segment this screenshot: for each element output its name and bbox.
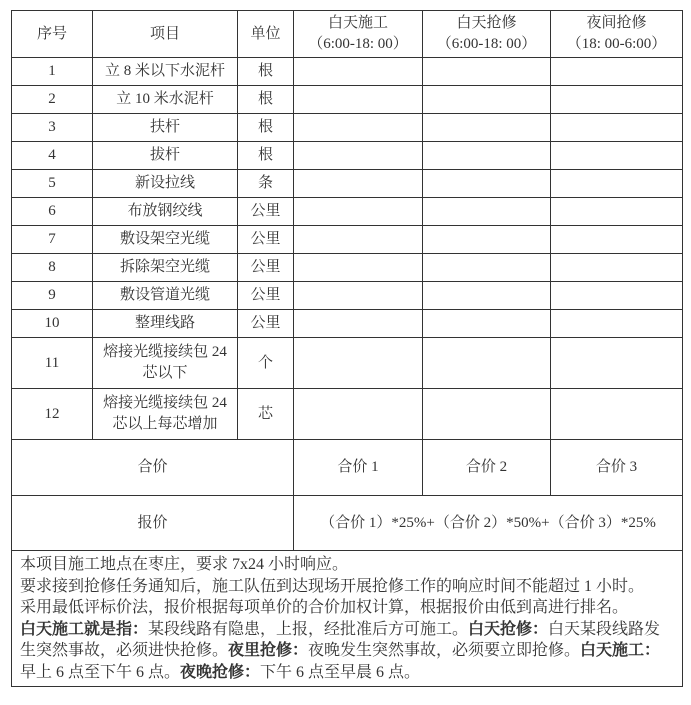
cell-night-repair	[551, 338, 683, 389]
header-col-day-repair-label: 白天抢修	[456, 15, 517, 31]
table-row	[12, 226, 683, 254]
cell-day-repair	[423, 254, 551, 282]
note-paragraph	[20, 619, 674, 684]
cell-day-construction	[294, 282, 423, 310]
note-text: 要求接到抢修任务通知后，施工队伍到达现场开展抢修工作的响应时间不能超过 1 小时。	[20, 577, 645, 595]
row-unit: 公里	[238, 198, 294, 226]
table-row	[12, 338, 683, 389]
header-col-item	[93, 11, 238, 58]
cell-night-repair	[551, 114, 683, 142]
cell-night-repair	[551, 170, 683, 198]
row-unit: 公里	[238, 310, 294, 338]
header-col-night-repair	[551, 11, 683, 58]
row-unit: 公里	[238, 254, 294, 282]
table-row	[12, 170, 683, 198]
cell-day-repair	[423, 226, 551, 254]
row-number: 3	[12, 114, 93, 142]
note-term: 白天施工就是指：	[20, 620, 149, 638]
table-row	[12, 86, 683, 114]
totals-value-1: 合价 1	[294, 440, 423, 496]
table-row	[12, 254, 683, 282]
note-paragraph	[20, 597, 674, 619]
totals-row	[12, 440, 683, 496]
row-number: 9	[12, 282, 93, 310]
header-col-day-repair-hours: （6:00-18: 00）	[436, 36, 537, 52]
notes-cell	[12, 551, 683, 687]
cell-night-repair	[551, 142, 683, 170]
row-item: 立 10 米水泥杆	[93, 86, 238, 114]
cell-day-construction	[294, 338, 423, 389]
cell-day-repair	[423, 282, 551, 310]
row-item: 敷设管道光缆	[93, 282, 238, 310]
cell-day-repair	[423, 114, 551, 142]
note-text: 本项目施工地点在枣庄，要求 7x24 小时响应。	[20, 556, 349, 573]
totals-value-3: 合价 3	[551, 440, 683, 496]
cell-day-repair	[423, 389, 551, 440]
header-col-day-construction-label: 白天施工	[327, 15, 388, 31]
cell-night-repair	[551, 226, 683, 254]
row-number: 12	[12, 389, 93, 440]
quote-formula: （合价 1）*25%+（合价 2）*50%+（合价 3）*25%	[294, 496, 683, 551]
cell-day-construction	[294, 198, 423, 226]
row-number: 7	[12, 226, 93, 254]
header-col-unit-label: 单位	[250, 25, 281, 42]
note-text: 夜晚发生突然事故，必须要立即抢修。	[308, 642, 581, 659]
row-unit: 条	[238, 170, 294, 198]
table-row	[12, 310, 683, 338]
cell-night-repair	[551, 254, 683, 282]
table-row	[12, 198, 683, 226]
header-row	[12, 11, 683, 58]
cell-night-repair	[551, 58, 683, 86]
row-number: 11	[12, 338, 93, 389]
note-text: 早上 6 点至下午 6 点。	[20, 663, 181, 681]
table-row	[12, 389, 683, 440]
row-item: 拆除架空光缆	[93, 254, 238, 282]
note-term: 白天施工：	[580, 642, 661, 659]
header-col-unit	[238, 11, 294, 58]
summary-body	[12, 440, 683, 687]
row-item: 熔接光缆接续包 24 芯以下	[93, 338, 238, 389]
cell-day-repair	[423, 86, 551, 114]
cell-day-construction	[294, 170, 423, 198]
cell-day-construction	[294, 58, 423, 86]
cell-day-repair	[423, 198, 551, 226]
row-item: 立 8 米以下水泥杆	[93, 58, 238, 86]
totals-label: 合价	[12, 440, 294, 496]
row-number: 1	[12, 58, 93, 86]
header-col-day-repair	[423, 11, 551, 58]
row-number: 6	[12, 198, 93, 226]
cell-day-construction	[294, 254, 423, 282]
note-text: 白天某段线路发生突然事故，必须进快抢修。	[20, 620, 661, 659]
cell-day-construction	[294, 114, 423, 142]
items-body	[12, 58, 683, 440]
cell-day-construction	[294, 226, 423, 254]
row-number: 2	[12, 86, 93, 114]
note-term: 夜里抢修：	[228, 642, 309, 659]
header-col-day-construction	[294, 11, 423, 58]
row-item: 整理线路	[93, 310, 238, 338]
cell-night-repair	[551, 282, 683, 310]
header-col-number-label: 序号	[36, 25, 67, 42]
row-unit: 根	[238, 142, 294, 170]
pricing-table	[11, 10, 683, 687]
row-number: 8	[12, 254, 93, 282]
row-item: 扶杆	[93, 114, 238, 142]
note-text: 下午 6 点至早晨 6 点。	[260, 663, 421, 681]
header-col-night-repair-label: 夜间抢修	[586, 15, 647, 31]
row-item: 熔接光缆接续包 24 芯以上每芯增加	[93, 389, 238, 440]
table-header	[12, 11, 683, 58]
quote-row	[12, 496, 683, 551]
cell-night-repair	[551, 198, 683, 226]
row-item: 布放钢绞线	[93, 198, 238, 226]
cell-day-construction	[294, 310, 423, 338]
totals-value-2: 合价 2	[423, 440, 551, 496]
cell-night-repair	[551, 389, 683, 440]
cell-day-repair	[423, 338, 551, 389]
cell-night-repair	[551, 86, 683, 114]
row-unit: 根	[238, 86, 294, 114]
cell-day-repair	[423, 310, 551, 338]
row-number: 4	[12, 142, 93, 170]
note-paragraph	[20, 576, 674, 598]
row-number: 5	[12, 170, 93, 198]
row-unit: 公里	[238, 282, 294, 310]
note-text: 采用最低评标价法，报价根据每项单价的合价加权计算，根据报价由低到高进行排名。	[20, 599, 629, 616]
cell-day-repair	[423, 58, 551, 86]
note-term: 夜晚抢修：	[180, 663, 261, 681]
row-unit: 个	[238, 338, 294, 389]
row-item: 拔杆	[93, 142, 238, 170]
header-col-night-repair-hours: （18: 00-6:00）	[566, 36, 667, 52]
cell-day-construction	[294, 142, 423, 170]
header-col-day-construction-hours: （6:00-18: 00）	[308, 36, 408, 52]
row-item: 敷设架空光缆	[93, 226, 238, 254]
row-number: 10	[12, 310, 93, 338]
cell-day-construction	[294, 86, 423, 114]
cell-day-repair	[423, 142, 551, 170]
cell-night-repair	[551, 310, 683, 338]
row-item: 新设拉线	[93, 170, 238, 198]
table-row	[12, 58, 683, 86]
cell-day-repair	[423, 170, 551, 198]
cell-day-construction	[294, 389, 423, 440]
table-row	[12, 142, 683, 170]
note-text: 某段线路有隐患，上报，经批准后方可施工。	[148, 620, 469, 638]
header-col-item-label: 项目	[149, 25, 180, 42]
row-unit: 根	[238, 58, 294, 86]
table-row	[12, 282, 683, 310]
table-row	[12, 114, 683, 142]
notes-row	[12, 551, 683, 687]
row-unit: 根	[238, 114, 294, 142]
note-term: 白天抢修：	[468, 620, 549, 638]
note-paragraph	[20, 554, 674, 576]
row-unit: 芯	[238, 389, 294, 440]
row-unit: 公里	[238, 226, 294, 254]
header-col-number	[12, 11, 93, 58]
quote-label: 报价	[12, 496, 294, 551]
